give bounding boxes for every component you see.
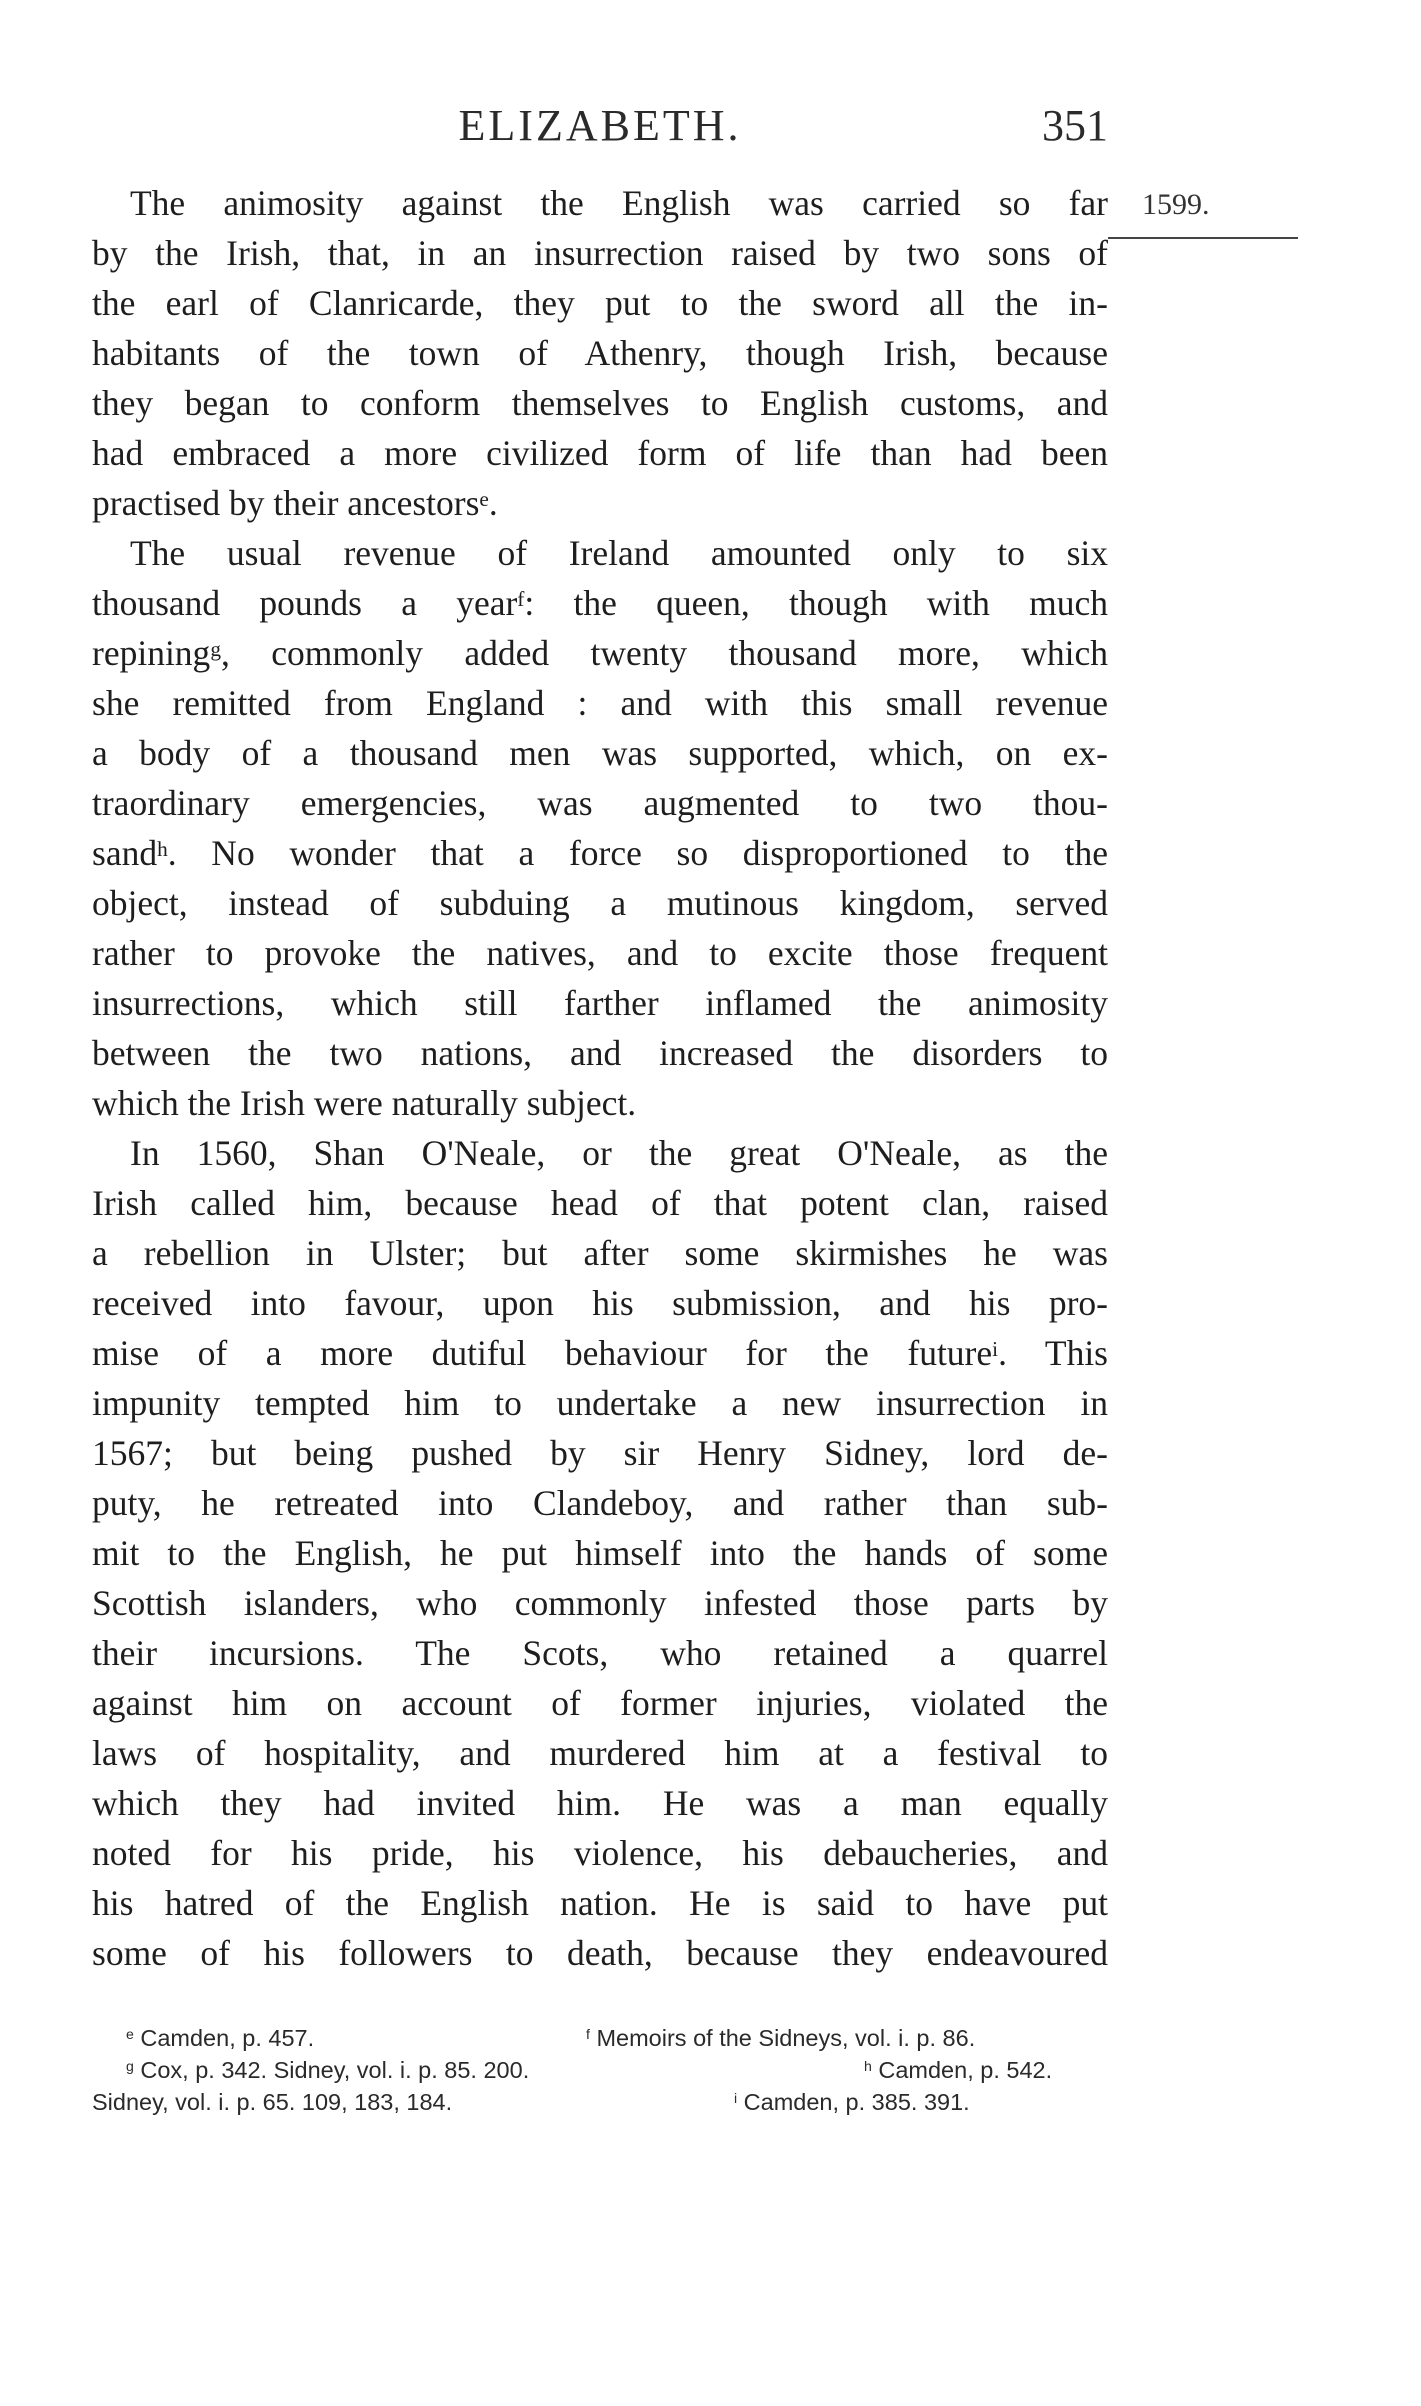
- footnote-ref: f: [517, 587, 525, 611]
- text-line: [92, 828, 1108, 878]
- running-head: [92, 100, 1108, 160]
- page-number: 351: [1042, 101, 1108, 150]
- margin-year-note: 1599.: [1142, 188, 1210, 221]
- text-fragment: . This: [998, 1333, 1108, 1373]
- paragraph-1: [92, 178, 1108, 528]
- footnote-row: [92, 2022, 1132, 2054]
- footnote-ref: i: [992, 1337, 999, 1361]
- text-line: against him on account of former injuries, violated the: [92, 1683, 1108, 1723]
- footnote-text: Memoirs of the Sidneys, vol. i. p. 86.: [596, 2025, 976, 2051]
- text-fragment: .: [488, 483, 498, 523]
- footnote-text: Camden, p. 542.: [878, 2057, 1053, 2083]
- footnote: [864, 2054, 1052, 2086]
- text-line: [92, 1328, 1108, 1378]
- footnote-ref: h: [157, 837, 168, 861]
- text-line: a body of a thousand men was supported, which, on ex-: [92, 733, 1108, 773]
- text-line: Scottish islanders, who commonly infested those parts by: [92, 1583, 1108, 1623]
- text-line: their incursions. The Scots, who retained a quarrel: [92, 1633, 1108, 1673]
- footnote: [734, 2086, 970, 2118]
- text-line: puty, he retreated into Clandeboy, and rather than sub-: [92, 1483, 1108, 1523]
- running-title: ELIZABETH.: [458, 101, 742, 150]
- text-fragment: , commonly added twenty thousand more, which: [220, 633, 1108, 673]
- text-line: had embraced a more civilized form of life than had been: [92, 433, 1108, 473]
- text-line: [92, 628, 1108, 678]
- footnote: [126, 2054, 529, 2086]
- text-line: object, instead of subduing a mutinous kingdom, served: [92, 883, 1108, 923]
- text-fragment: thousand pounds a year: [92, 583, 518, 623]
- footnote-mark: g: [126, 2058, 134, 2074]
- text-fragment: mise of a more dutiful behaviour for the future: [92, 1333, 993, 1373]
- text-line: a rebellion in Ulster; but after some skirmishes he was: [92, 1233, 1108, 1273]
- text-line: the earl of Clanricarde, they put to the sword all the in-: [92, 283, 1108, 323]
- text-line: which the Irish were naturally subject.: [92, 1083, 637, 1123]
- footnote-mark: h: [864, 2058, 872, 2074]
- text-line: rather to provoke the natives, and to excite those frequent: [92, 933, 1108, 973]
- text-line: Irish called him, because head of that potent clan, raised: [92, 1183, 1108, 1223]
- footnote-text: Sidney, vol. i. p. 65. 109, 183, 184.: [92, 2089, 453, 2115]
- text-line: which they had invited him. He was a man equally: [92, 1783, 1108, 1823]
- paragraph-2: [92, 528, 1108, 1128]
- footnote: [586, 2022, 975, 2054]
- text-line: they began to conform themselves to English customs, and: [92, 383, 1108, 423]
- footnote-mark: e: [126, 2026, 134, 2042]
- text-line: habitants of the town of Athenry, though Irish, because: [92, 333, 1108, 373]
- text-line: impunity tempted him to undertake a new insurrection in: [92, 1383, 1108, 1423]
- footnote-mark: f: [586, 2026, 590, 2042]
- text-line: laws of hospitality, and murdered him at a festival to: [92, 1733, 1108, 1773]
- footnote-ref: g: [210, 637, 221, 661]
- footnote-row: [92, 2054, 1132, 2086]
- text-line: by the Irish, that, in an insurrection raised by two sons of: [92, 233, 1108, 273]
- text-line: 1567; but being pushed by sir Henry Sidney, lord de-: [92, 1433, 1108, 1473]
- footnote: [126, 2022, 314, 2054]
- text-line: some of his followers to death, because they endeavoured: [92, 1933, 1108, 1973]
- text-line: mit to the English, he put himself into the hands of some: [92, 1533, 1108, 1573]
- footnote-text: Cox, p. 342. Sidney, vol. i. p. 85. 200.: [140, 2057, 530, 2083]
- footnote-mark: i: [734, 2090, 738, 2106]
- text-line: [92, 478, 1108, 528]
- footnote-row: [92, 2086, 1132, 2118]
- text-line: between the two nations, and increased the disorders to: [92, 1033, 1108, 1073]
- text-line: [92, 578, 1108, 628]
- text-line: received into favour, upon his submission, and his pro-: [92, 1283, 1108, 1323]
- body-text: [92, 178, 1108, 1978]
- text-line: The usual revenue of Ireland amounted only to six: [130, 533, 1108, 573]
- text-line: she remitted from England : and with this small revenue: [92, 683, 1108, 723]
- paragraph-3: [92, 1128, 1108, 1978]
- text-line: The animosity against the English was carried so far: [130, 183, 1108, 223]
- text-fragment: sand: [92, 833, 158, 873]
- text-line: insurrections, which still farther inflamed the animosity: [92, 983, 1108, 1023]
- footnote-text: Camden, p. 457.: [140, 2025, 315, 2051]
- text-line: his hatred of the English nation. He is said to have put: [92, 1883, 1108, 1923]
- text-line: traordinary emergencies, was augmented to two thou-: [92, 783, 1108, 823]
- text-fragment: : the queen, though with much: [524, 583, 1108, 623]
- text-line: In 1560, Shan O'Neale, or the great O'Neale, as the: [130, 1133, 1108, 1173]
- margin-rule: [1108, 237, 1298, 239]
- footnote-text: Camden, p. 385. 391.: [743, 2089, 970, 2115]
- text-fragment: practised by their ancestors: [92, 483, 480, 523]
- text-line: noted for his pride, his violence, his debaucheries, and: [92, 1833, 1108, 1873]
- footnote: [92, 2086, 452, 2118]
- text-fragment: . No wonder that a force so disproportioned to the: [167, 833, 1108, 873]
- footnote-ref: e: [479, 487, 489, 511]
- text-fragment: repining: [92, 633, 211, 673]
- footnotes: [92, 2022, 1132, 2118]
